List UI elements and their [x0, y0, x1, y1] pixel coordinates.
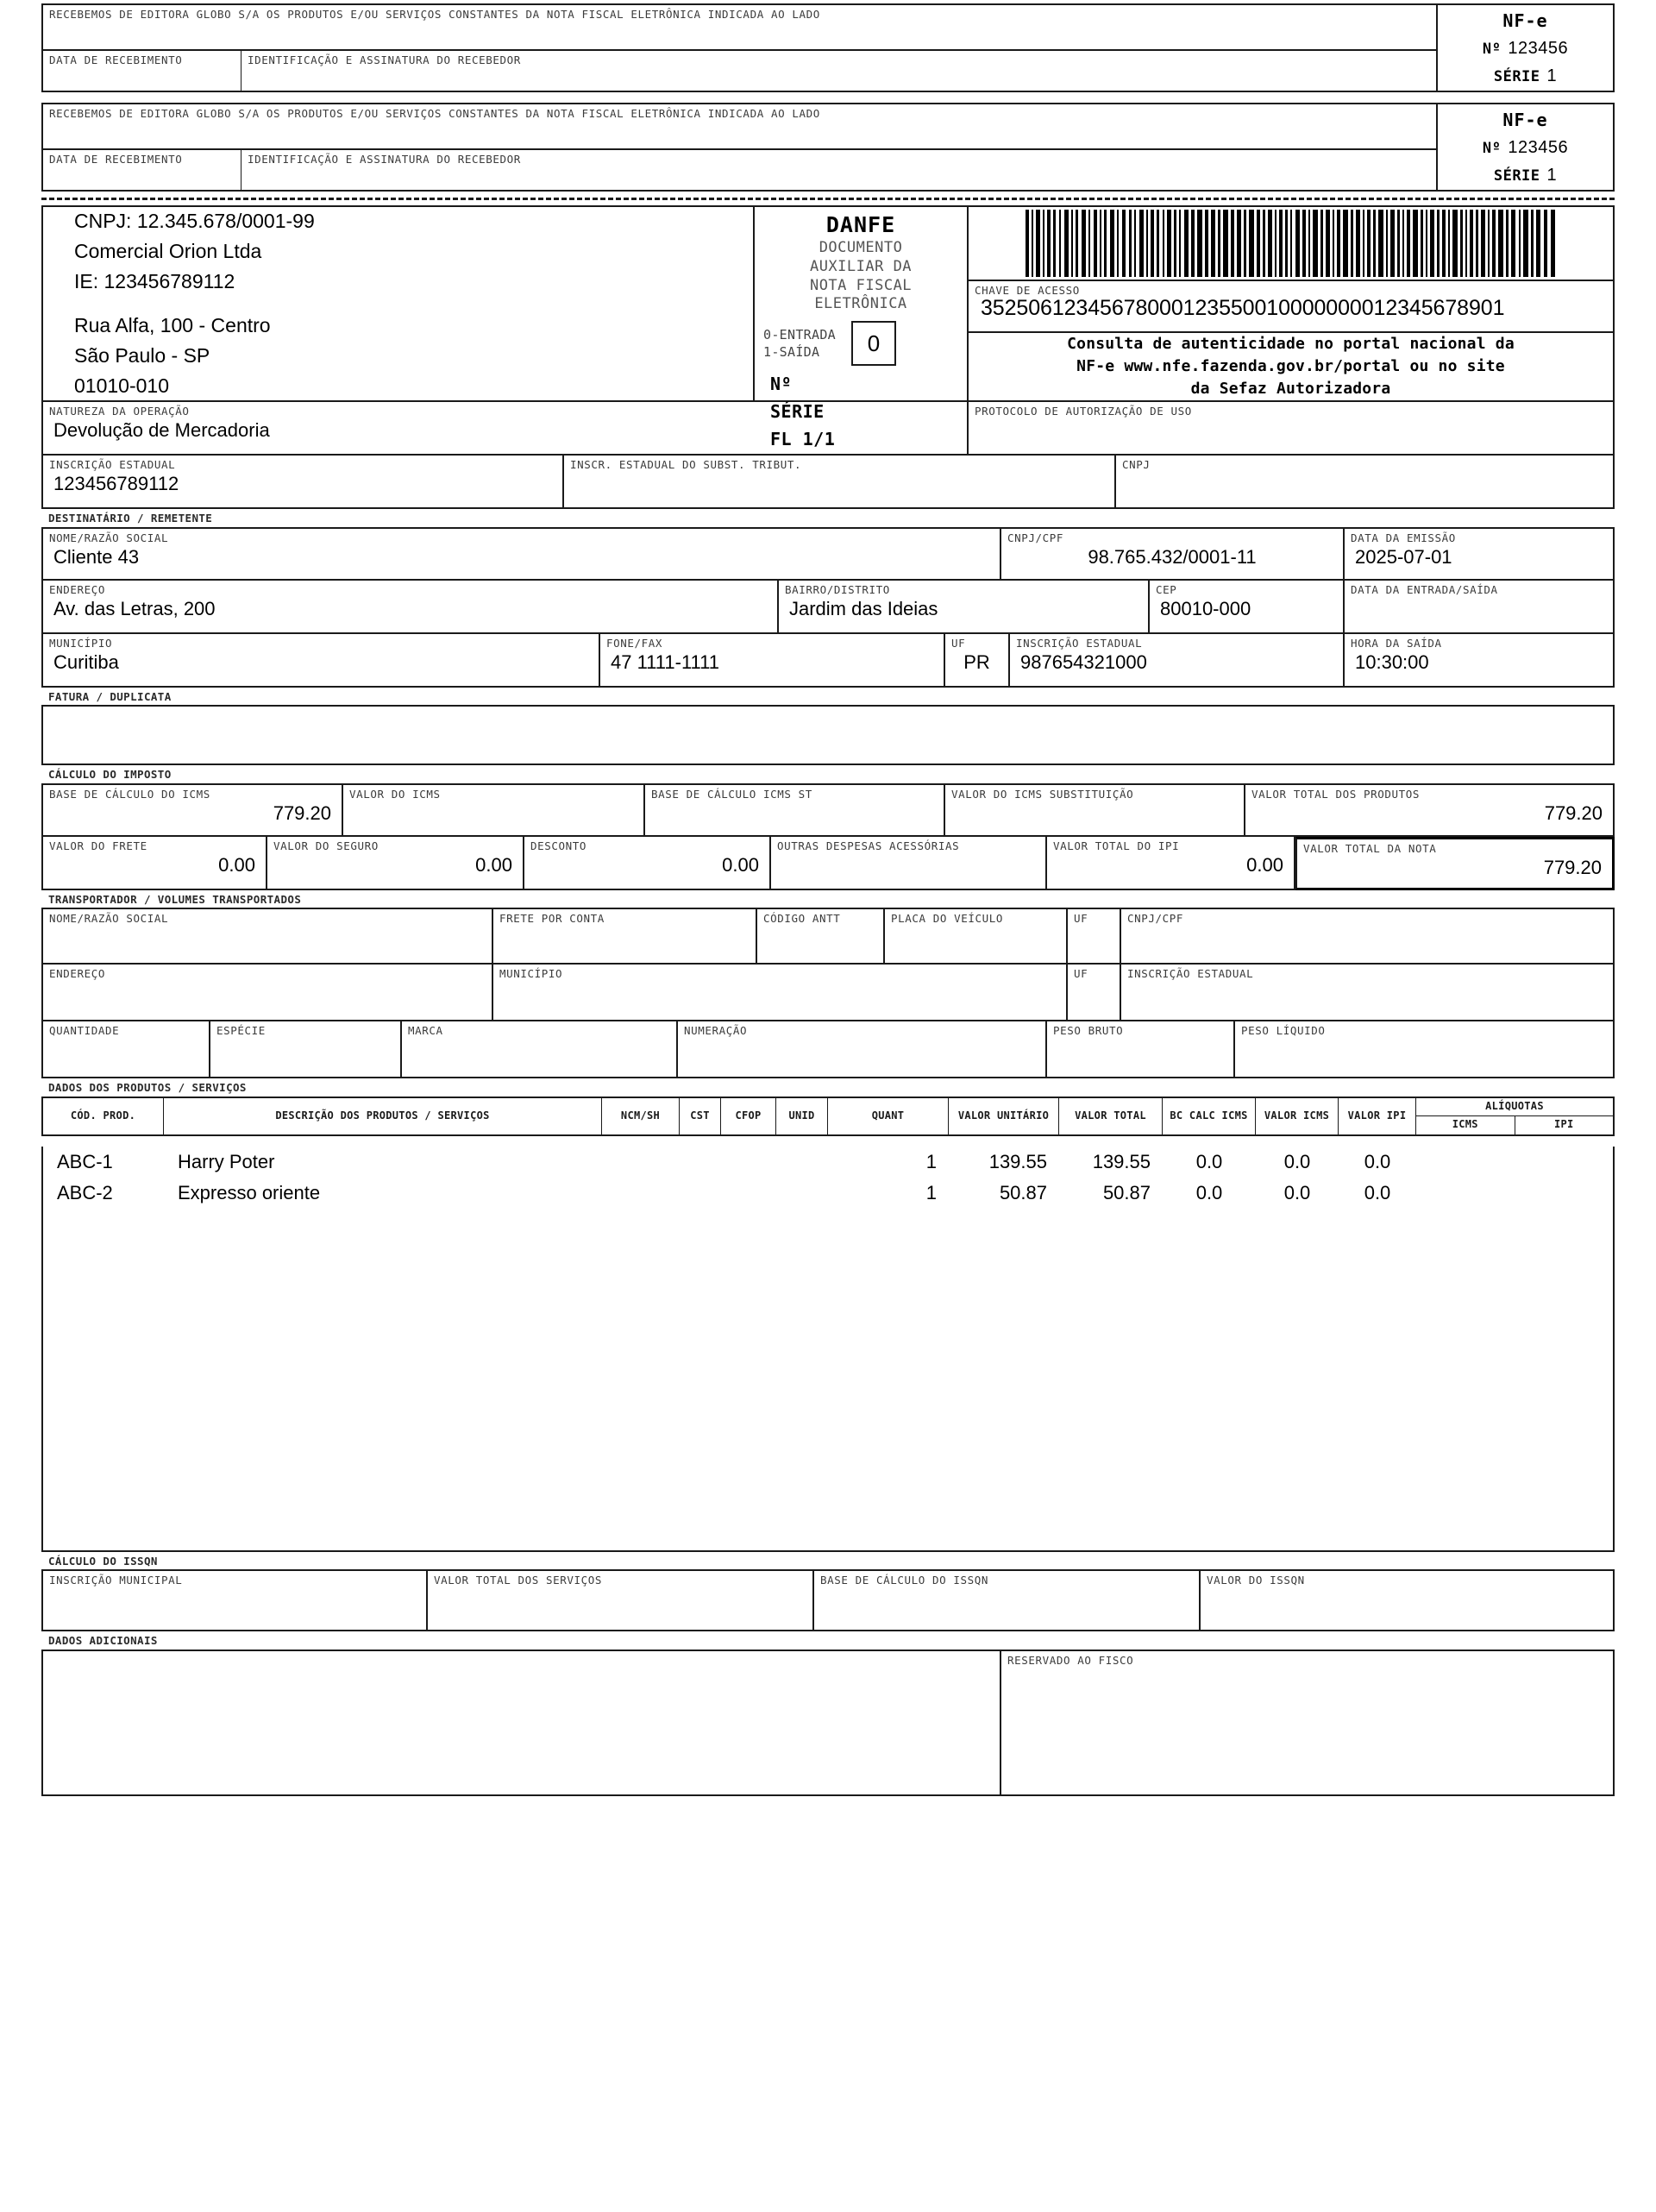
- access-key-box: [969, 281, 1615, 333]
- carrier-uf2-field: [1068, 965, 1121, 1021]
- issqn-total-services-label: VALOR TOTAL DOS SERVIÇOS: [434, 1574, 603, 1587]
- carrier-freight-account-field: [493, 908, 757, 965]
- tax-icms-substitution-field: [945, 783, 1245, 837]
- danfe-subtitle-line-0: DOCUMENTO: [819, 239, 903, 256]
- invoice-duplicate-box: [41, 705, 1615, 765]
- receipt-stub-2-date-cell: [41, 150, 242, 192]
- carrier-row-3: [41, 1021, 1615, 1078]
- emitter-ie-value: 123456789112: [53, 473, 179, 495]
- tax-base-icms-label: BASE DE CÁLCULO DO ICMS: [49, 787, 210, 801]
- carrier-freight-account-label: FRETE POR CONTA: [499, 912, 605, 925]
- col-header-cst: CST: [680, 1098, 721, 1134]
- receipt-stub-1-date-cell: [41, 51, 242, 92]
- tax-other-expenses-field: [771, 837, 1047, 890]
- danfe-saida-label: 1-SAÍDA: [763, 344, 820, 360]
- barcode-image: [1024, 210, 1559, 277]
- additional-info-value: [43, 1651, 1000, 1654]
- tax-total-products-value: 779.20: [1544, 801, 1603, 824]
- carrier-net-weight-label: PESO LÍQUIDO: [1241, 1024, 1326, 1037]
- tax-value-icms-field: [343, 783, 645, 837]
- receipt-stub-2-text-cell: [41, 103, 1436, 150]
- cell-valor-ipi: 0.0: [1364, 1150, 1391, 1172]
- carrier-plate-field: [885, 908, 1068, 965]
- receipt-stub-1-nfe-title: NF-e: [1502, 9, 1548, 31]
- cell-quant: 1: [925, 1181, 937, 1203]
- col-header-aliquotas: [1416, 1098, 1613, 1134]
- recipient-address-value: Av. das Letras, 200: [53, 597, 216, 619]
- danfe-title: DANFE: [825, 212, 896, 237]
- col-header-aliquotas-sub: [1416, 1116, 1613, 1134]
- consultation-text: [1058, 333, 1523, 400]
- danfe-subtitle-line-3: ELETRÔNICA: [814, 295, 907, 313]
- recipient-district-value: Jardim das Ideias: [789, 597, 938, 619]
- emitter-cnpj-value: [1116, 470, 1613, 473]
- recipient-district-field: [779, 581, 1150, 634]
- tax-row-1: [41, 783, 1615, 837]
- entry-exit-date-field: [1345, 581, 1615, 634]
- receipt-stub-1-signature-label: IDENTIFICAÇÃO E ASSINATURA DO RECEBEDOR: [248, 53, 521, 66]
- tax-total-invoice-field: [1295, 837, 1615, 890]
- tax-row-2: [41, 837, 1615, 890]
- emitter-ie-st-field: [564, 456, 1116, 509]
- receipt-stub-2-signature-label: IDENTIFICAÇÃO E ASSINATURA DO RECEBEDOR: [248, 153, 521, 166]
- col-header-codigo: CÓD. PROD.: [43, 1098, 164, 1134]
- additional-info-field: [41, 1650, 1001, 1796]
- cell-valor-total: 139.55: [1092, 1150, 1151, 1172]
- carrier-plate-label: PLACA DO VEÍCULO: [891, 912, 1004, 925]
- products-section-title: DADOS DOS PRODUTOS / SERVIÇOS: [48, 1081, 247, 1094]
- issqn-section-title: CÁLCULO DO ISSQN: [48, 1554, 158, 1568]
- fisco-reserved-field: [1001, 1650, 1615, 1796]
- tax-total-ipi-value: 0.00: [1246, 853, 1283, 876]
- col-header-valor-total: VALOR TOTAL: [1059, 1098, 1163, 1134]
- carrier-antt-code-label: CÓDIGO ANTT: [763, 912, 841, 925]
- tax-base-icms-field: [41, 783, 343, 837]
- cell-bc-icms: 0.0: [1195, 1150, 1223, 1172]
- tax-insurance-field: [267, 837, 524, 890]
- cell-valor-ipi: 0.0: [1364, 1181, 1391, 1203]
- issue-date-value: 2025-07-01: [1355, 545, 1452, 568]
- recipient-address-label: ENDEREÇO: [49, 582, 106, 596]
- receipt-stub-2-signature-cell: [242, 150, 1436, 192]
- cell-valor-icms: 0.0: [1283, 1150, 1311, 1172]
- protocol-label: PROTOCOLO DE AUTORIZAÇÃO DE USO: [975, 405, 1192, 418]
- exit-time-value: 10:30:00: [1355, 650, 1429, 673]
- receipt-stub-2-serie-label: SÉRIE: [1493, 167, 1540, 185]
- nature-operation-value: Devolução de Mercadoria: [53, 419, 270, 442]
- recipient-row-2: [41, 581, 1615, 634]
- recipient-district-label: BAIRRO/DISTRITO: [785, 582, 890, 596]
- consultation-box: [969, 333, 1615, 402]
- carrier-city-label: MUNICÍPIO: [499, 967, 563, 980]
- carrier-quantity-field: [41, 1021, 210, 1078]
- emitter-city: São Paulo - SP: [74, 343, 210, 367]
- issqn-municipal-registration-field: [41, 1569, 428, 1631]
- recipient-ie-label: INSCRIÇÃO ESTADUAL: [1016, 636, 1143, 650]
- receipt-stub-2-nfe-title: NF-e: [1502, 109, 1548, 130]
- receipt-stub-1-serie-label: SÉRIE: [1493, 67, 1540, 85]
- recipient-city-label: MUNICÍPIO: [49, 636, 113, 650]
- cell-bc-icms: 0.0: [1195, 1181, 1223, 1203]
- receipt-stub-2-left: [41, 103, 1436, 192]
- recipient-cnpj-value: 98.765.432/0001-11: [1088, 545, 1257, 568]
- tax-total-invoice-label: VALOR TOTAL DA NOTA: [1303, 841, 1437, 855]
- col-header-aliquotas-title: ALÍQUOTAS: [1416, 1098, 1613, 1116]
- carrier-row-1: [41, 908, 1615, 965]
- cell-valor-icms: 0.0: [1283, 1181, 1311, 1203]
- emitter-cep: 01010-010: [74, 374, 169, 397]
- emitter-ie-field: [41, 456, 564, 509]
- tax-base-icms-st-label: BASE DE CÁLCULO ICMS ST: [651, 787, 812, 801]
- danfe-subtitle-line-2: NOTA FISCAL: [809, 276, 913, 294]
- issqn-value-label: VALOR DO ISSQN: [1207, 1574, 1305, 1587]
- carrier-name-field: [41, 908, 493, 965]
- nature-operation-label: NATUREZA DA OPERAÇÃO: [49, 405, 190, 418]
- col-header-aliq-ipi: IPI: [1553, 1118, 1574, 1131]
- recipient-section-title: DESTINATÁRIO / REMETENTE: [48, 512, 213, 525]
- tax-insurance-value: 0.00: [475, 853, 512, 876]
- recipient-uf-value: PR: [963, 650, 990, 673]
- recipient-name-field: [41, 527, 1001, 581]
- carrier-quantity-label: QUANTIDADE: [49, 1024, 120, 1037]
- recipient-cnpj-label: CNPJ/CPF: [1007, 531, 1064, 544]
- tax-total-ipi-field: [1047, 837, 1295, 890]
- recipient-name-value: Cliente 43: [53, 545, 140, 568]
- additional-data-section-title: DADOS ADICIONAIS: [48, 1634, 158, 1647]
- products-table-header: [41, 1097, 1615, 1136]
- tax-discount-field: [524, 837, 771, 890]
- carrier-brand-field: [402, 1021, 678, 1078]
- cell-quant: 1: [925, 1150, 937, 1172]
- emitter-cnpj-label: CNPJ: [1122, 458, 1151, 471]
- emitter-spacer: [74, 297, 315, 311]
- col-header-valor-unitario: VALOR UNITÁRIO: [949, 1098, 1059, 1134]
- receipt-stub-2-serie: [1494, 166, 1557, 185]
- barcode-box: [969, 205, 1615, 281]
- tax-total-products-field: [1245, 783, 1615, 837]
- receipt-stub-1-numero: [1483, 39, 1568, 59]
- recipient-phone-label: FONE/FAX: [606, 636, 663, 650]
- recipient-uf-field: [945, 634, 1010, 688]
- carrier-address-label: ENDEREÇO: [49, 967, 106, 980]
- carrier-net-weight-field: [1235, 1021, 1615, 1078]
- emitter-ie: IE: 123456789112: [74, 270, 235, 293]
- receipt-stub-2-text: RECEBEMOS DE EDITORA GLOBO S/A OS PRODUTOS E/OU SERVIÇOS CONSTANTES DA NOTA FISCAL ELETRÔNICA INDICADA AO LADO: [49, 107, 820, 120]
- col-header-unid: UNID: [776, 1098, 828, 1134]
- tax-freight-field: [41, 837, 267, 890]
- danfe-operation-type-row: [755, 321, 967, 366]
- col-header-valor-icms: VALOR ICMS: [1256, 1098, 1339, 1134]
- carrier-cnpj-field: [1121, 908, 1615, 965]
- recipient-cep-value: 80010-000: [1160, 597, 1251, 619]
- tax-insurance-label: VALOR DO SEGURO: [273, 839, 379, 852]
- danfe-document: [0, 3, 1656, 2212]
- recipient-phone-value: 47 1111-1111: [611, 650, 719, 673]
- receipt-stub-1-left: [41, 3, 1436, 92]
- carrier-ie-field: [1121, 965, 1615, 1021]
- tax-total-invoice-value: 779.20: [1543, 856, 1602, 878]
- col-header-aliq-icms: ICMS: [1416, 1116, 1515, 1134]
- consultation-line-2: da Sefaz Autorizadora: [1190, 379, 1391, 398]
- tax-discount-value: 0.00: [722, 853, 759, 876]
- danfe-serie-label: SÉRIE: [770, 401, 825, 422]
- fisco-reserved-label: RESERVADO AO FISCO: [1007, 1653, 1134, 1667]
- table-row: [43, 1147, 1613, 1178]
- recipient-address-field: [41, 581, 779, 634]
- danfe-folha-label: FL 1/1: [770, 429, 836, 449]
- tax-other-expenses-label: OUTRAS DESPESAS ACESSÓRIAS: [777, 839, 960, 852]
- recipient-cep-field: [1150, 581, 1345, 634]
- recipient-city-value: Curitiba: [53, 650, 119, 673]
- tax-freight-label: VALOR DO FRETE: [49, 839, 147, 852]
- receipt-stub-1-text-cell: [41, 3, 1436, 51]
- emitter-name: Comercial Orion Ltda: [74, 240, 262, 263]
- ie-row: [41, 456, 1615, 509]
- receipt-stub-1-signature-cell: [242, 51, 1436, 92]
- danfe-box: [755, 205, 969, 449]
- recipient-name-label: NOME/RAZÃO SOCIAL: [49, 531, 169, 544]
- receipt-stub-1-nfe-box: [1436, 3, 1615, 92]
- emitter-ie-st-label: INSCR. ESTADUAL DO SUBST. TRIBUT.: [570, 458, 802, 471]
- receipt-stub-2-date-label: DATA DE RECEBIMENTO: [49, 153, 183, 166]
- carrier-uf-field: [1068, 908, 1121, 965]
- protocol-field: [969, 402, 1615, 456]
- carrier-uf-label: UF: [1074, 912, 1088, 925]
- carrier-uf2-label: UF: [1074, 967, 1088, 980]
- products-table-body: [41, 1147, 1615, 1552]
- nature-protocol-row: [41, 402, 1615, 456]
- receipt-stub-1-numero-value: 123456: [1508, 38, 1569, 58]
- danfe-operation-type-value: 0: [851, 321, 896, 366]
- consultation-line-0: Consulta de autenticidade no portal nacional da: [1067, 334, 1515, 353]
- receipt-stub-2-numero: [1483, 138, 1568, 158]
- recipient-cep-label: CEP: [1156, 582, 1177, 596]
- exit-time-field: [1345, 634, 1615, 688]
- receipt-stub-1-date-label: DATA DE RECEBIMENTO: [49, 53, 183, 66]
- receipt-stub-1-text: RECEBEMOS DE EDITORA GLOBO S/A OS PRODUTOS E/OU SERVIÇOS CONSTANTES DA NOTA FISCAL ELETRÔNICA INDICADA AO LADO: [49, 8, 820, 21]
- recipient-ie-field: [1010, 634, 1345, 688]
- recipient-ie-value: 987654321000: [1020, 650, 1147, 673]
- issue-date-label: DATA DA EMISSÃO: [1351, 531, 1456, 544]
- issqn-total-services-field: [428, 1569, 814, 1631]
- tax-icms-substitution-label: VALOR DO ICMS SUBSTITUIÇÃO: [951, 787, 1134, 801]
- emitter-box: [41, 205, 755, 402]
- table-row: [43, 1178, 1613, 1209]
- tax-total-products-label: VALOR TOTAL DOS PRODUTOS: [1251, 787, 1421, 801]
- recipient-uf-label: UF: [951, 636, 966, 650]
- additional-data-row: [41, 1650, 1615, 1796]
- danfe-subtitle-line-1: AUXILIAR DA: [809, 257, 913, 275]
- tax-base-icms-st-field: [645, 783, 945, 837]
- barcode-column: [969, 205, 1615, 402]
- cell-valor-unitario: 139.55: [988, 1150, 1047, 1172]
- receipt-stub-1-bottom: [41, 51, 1436, 92]
- receipt-stub-2-numero-value: 123456: [1508, 137, 1569, 157]
- col-header-cfop: CFOP: [721, 1098, 776, 1134]
- tax-value-icms-label: VALOR DO ICMS: [349, 787, 441, 801]
- cell-valor-total: 50.87: [1102, 1181, 1151, 1203]
- cell-valor-unitario: 50.87: [999, 1181, 1047, 1203]
- col-header-descricao: DESCRIÇÃO DOS PRODUTOS / SERVIÇOS: [164, 1098, 602, 1134]
- issqn-base-label: BASE DE CÁLCULO DO ISSQN: [820, 1574, 989, 1587]
- issqn-row: [41, 1569, 1615, 1631]
- carrier-numbering-field: [678, 1021, 1047, 1078]
- recipient-row-1: [41, 527, 1615, 581]
- carrier-name-label: NOME/RAZÃO SOCIAL: [49, 912, 169, 925]
- carrier-cnpj-label: CNPJ/CPF: [1127, 912, 1184, 925]
- recipient-phone-field: [600, 634, 945, 688]
- tax-discount-label: DESCONTO: [530, 839, 587, 852]
- cell-descricao: Expresso oriente: [178, 1181, 321, 1203]
- cell-codigo: ABC-2: [57, 1181, 113, 1203]
- danfe-operation-type-labels: [763, 326, 836, 361]
- carrier-gross-weight-label: PESO BRUTO: [1053, 1024, 1124, 1037]
- receipt-stub-1: [41, 3, 1615, 92]
- danfe-numero-label: Nº: [770, 374, 793, 394]
- consultation-line-1: NF-e www.nfe.fazenda.gov.br/portal ou no site: [1076, 356, 1505, 375]
- carrier-brand-label: MARCA: [408, 1024, 443, 1037]
- danfe-entrada-label: 0-ENTRADA: [763, 326, 836, 342]
- carrier-ie-label: INSCRIÇÃO ESTADUAL: [1127, 967, 1254, 980]
- receipt-stub-2-nfe-box: [1436, 103, 1615, 192]
- recipient-city-field: [41, 634, 600, 688]
- receipt-stub-1-serie-value: 1: [1546, 66, 1558, 85]
- emitter-ie-label: INSCRIÇÃO ESTADUAL: [49, 458, 176, 471]
- emitter-cnpj-field: [1116, 456, 1615, 509]
- receipt-stub-2-numero-label: Nº: [1482, 139, 1502, 157]
- col-header-valor-ipi: VALOR IPI: [1339, 1098, 1416, 1134]
- carrier-city-field: [493, 965, 1068, 1021]
- recipient-row-3: [41, 634, 1615, 688]
- perforation-line: [41, 198, 1615, 200]
- receipt-stub-2: [41, 103, 1615, 192]
- recipient-cnpj-field: [1001, 527, 1345, 581]
- exit-time-label: HORA DA SAÍDA: [1351, 636, 1442, 650]
- carrier-numbering-label: NUMERAÇÃO: [684, 1024, 748, 1037]
- carrier-row-2: [41, 965, 1615, 1021]
- carrier-species-field: [210, 1021, 402, 1078]
- access-key-value: 35250612345678000123550010000000012345678901: [981, 296, 1505, 321]
- danfe-subtitle: [810, 239, 912, 314]
- carrier-antt-code-field: [757, 908, 885, 965]
- issqn-value-field: [1201, 1569, 1615, 1631]
- issue-date-field: [1345, 527, 1615, 581]
- receipt-stub-1-numero-label: Nº: [1482, 40, 1502, 58]
- carrier-species-label: ESPÉCIE: [216, 1024, 266, 1037]
- issqn-municipal-registration-label: INSCRIÇÃO MUNICIPAL: [49, 1574, 183, 1587]
- receipt-stub-2-serie-value: 1: [1546, 165, 1558, 185]
- access-key-label: CHAVE DE ACESSO: [975, 284, 1080, 298]
- receipt-stub-2-bottom: [41, 150, 1436, 192]
- receipt-stub-1-serie: [1494, 66, 1557, 86]
- carrier-section-title: TRANSPORTADOR / VOLUMES TRANSPORTADOS: [48, 892, 302, 906]
- col-header-quant: QUANT: [828, 1098, 949, 1134]
- tax-freight-value: 0.00: [218, 853, 255, 876]
- tax-section-title: CÁLCULO DO IMPOSTO: [48, 768, 172, 781]
- emitter-address: Rua Alfa, 100 - Centro: [74, 314, 271, 336]
- tax-base-icms-value: 779.20: [273, 801, 331, 824]
- emitter-info: [43, 206, 315, 401]
- col-header-bc-icms: BC CALC ICMS: [1163, 1098, 1256, 1134]
- issqn-base-field: [814, 1569, 1201, 1631]
- entry-exit-date-label: DATA DA ENTRADA/SAÍDA: [1351, 582, 1498, 596]
- carrier-gross-weight-field: [1047, 1021, 1235, 1078]
- carrier-address-field: [41, 965, 493, 1021]
- tax-total-ipi-label: VALOR TOTAL DO IPI: [1053, 839, 1180, 852]
- cell-descricao: Harry Poter: [178, 1150, 275, 1172]
- emitter-cnpj: CNPJ: 12.345.678/0001-99: [74, 210, 315, 233]
- col-header-ncm: NCM/SH: [602, 1098, 680, 1134]
- danfe-main: [41, 205, 1615, 1796]
- nature-operation-field: [41, 402, 969, 456]
- cell-codigo: ABC-1: [57, 1150, 113, 1172]
- invoice-section-title: FATURA / DUPLICATA: [48, 689, 172, 703]
